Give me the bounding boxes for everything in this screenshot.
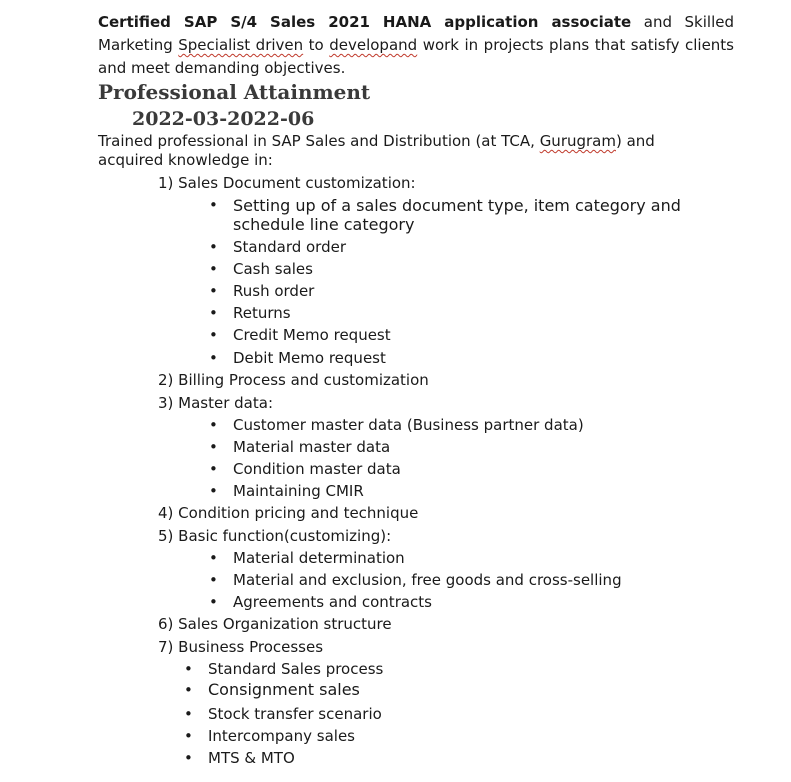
bullet-text: Material and exclusion, free goods and cross-selling xyxy=(233,571,622,589)
list-item-1-bullet-4 xyxy=(209,281,315,301)
bullet-text: Stock transfer scenario xyxy=(208,705,382,723)
intro-text-3: work in projects plans that satisfy clients and meet demanding objectives. xyxy=(98,36,734,77)
list-item-4: 4) Condition pricing and technique xyxy=(158,504,419,522)
bullet-icon: • xyxy=(209,460,218,478)
bullet-icon: • xyxy=(184,705,193,723)
intro-paragraph xyxy=(98,11,734,80)
bullet-text: Material master data xyxy=(233,438,391,456)
bullet-text: Intercompany sales xyxy=(208,727,355,745)
bullet-icon: • xyxy=(184,727,193,745)
bullet-icon: • xyxy=(209,326,218,344)
list-item-1-bullet-3 xyxy=(209,259,313,279)
bullet-icon: • xyxy=(209,349,218,367)
spellcheck-word-developand: developand xyxy=(329,36,418,54)
list-item-7-bullet-4 xyxy=(184,726,355,746)
list-item-1-bullet-2 xyxy=(209,237,347,257)
bullet-text: Setting up of a sales document type, item category and schedule line category xyxy=(233,196,681,234)
bullet-icon: • xyxy=(209,238,218,256)
bullet-icon: • xyxy=(209,549,218,567)
list-item-3: 3) Master data: xyxy=(158,394,273,412)
list-item-5-bullet-2 xyxy=(209,570,622,590)
intro-certification: Certified SAP S/4 Sales 2021 HANA application associate xyxy=(98,13,632,31)
list-item-3-bullet-3 xyxy=(209,459,401,479)
bullet-text: Customer master data (Business partner data) xyxy=(233,416,584,434)
bullet-text: Maintaining CMIR xyxy=(233,482,364,500)
bullet-text: Rush order xyxy=(233,282,315,300)
list-item-1-bullet-5 xyxy=(209,303,291,323)
bullet-icon: • xyxy=(209,571,218,589)
bullet-text: Condition master data xyxy=(233,460,401,478)
list-item-5-bullet-1 xyxy=(209,548,405,568)
bullet-text: Material determination xyxy=(233,549,405,567)
spellcheck-word-specialist: Specialist driven xyxy=(178,36,304,54)
list-item-7: 7) Business Processes xyxy=(158,638,324,656)
bullet-text: Agreements and contracts xyxy=(233,593,432,611)
bullet-icon: • xyxy=(184,660,193,678)
bullet-icon: • xyxy=(209,282,218,300)
list-item-1-bullet-6 xyxy=(209,325,391,345)
section-heading: Professional Attainment xyxy=(98,80,371,104)
bullet-icon: • xyxy=(209,416,218,434)
bullet-icon: • xyxy=(184,749,193,767)
bullet-icon: • xyxy=(209,196,218,214)
bullet-text: Debit Memo request xyxy=(233,349,386,367)
bullet-text: Standard Sales process xyxy=(208,660,384,678)
list-item-2: 2) Billing Process and customization xyxy=(158,371,429,389)
bullet-icon: • xyxy=(209,593,218,611)
list-item-3-bullet-1 xyxy=(209,415,584,435)
trained-text-1: Trained professional in SAP Sales and Distribution (at TCA, xyxy=(98,132,540,150)
intro-text-1: and Skilled Marketing xyxy=(98,13,734,54)
bullet-icon: • xyxy=(209,438,218,456)
list-item-5: 5) Basic function(customizing): xyxy=(158,527,392,545)
date-range: 2022-03-2022-06 xyxy=(132,108,315,130)
bullet-text: Returns xyxy=(233,304,291,322)
intro-text-2: to xyxy=(303,36,330,54)
list-item-3-bullet-2 xyxy=(209,437,391,457)
list-item-1-bullet-1 xyxy=(209,196,733,234)
bullet-icon: • xyxy=(209,304,218,322)
bullet-icon: • xyxy=(209,260,218,278)
bullet-text: MTS & MTO xyxy=(208,749,295,767)
list-item-5-bullet-3 xyxy=(209,592,432,612)
list-item-3-bullet-4 xyxy=(209,481,364,501)
list-item-7-bullet-5 xyxy=(184,748,295,768)
bullet-text: Consignment sales xyxy=(208,680,360,699)
list-item-1: 1) Sales Document customization: xyxy=(158,174,416,192)
trained-text-2: ) and acquired knowledge in: xyxy=(98,132,655,169)
list-item-6: 6) Sales Organization structure xyxy=(158,615,392,633)
bullet-text: Credit Memo request xyxy=(233,326,391,344)
list-item-7-bullet-2 xyxy=(184,680,360,700)
bullet-text: Cash sales xyxy=(233,260,313,278)
list-item-1-bullet-7 xyxy=(209,348,386,368)
trained-paragraph xyxy=(98,132,718,170)
bullet-icon: • xyxy=(209,482,218,500)
bullet-text: Standard order xyxy=(233,238,347,256)
bullet-icon: • xyxy=(184,681,193,699)
list-item-7-bullet-3 xyxy=(184,704,382,724)
list-item-7-bullet-1 xyxy=(184,659,384,679)
spellcheck-word-gurugram: Gurugram xyxy=(539,132,616,150)
